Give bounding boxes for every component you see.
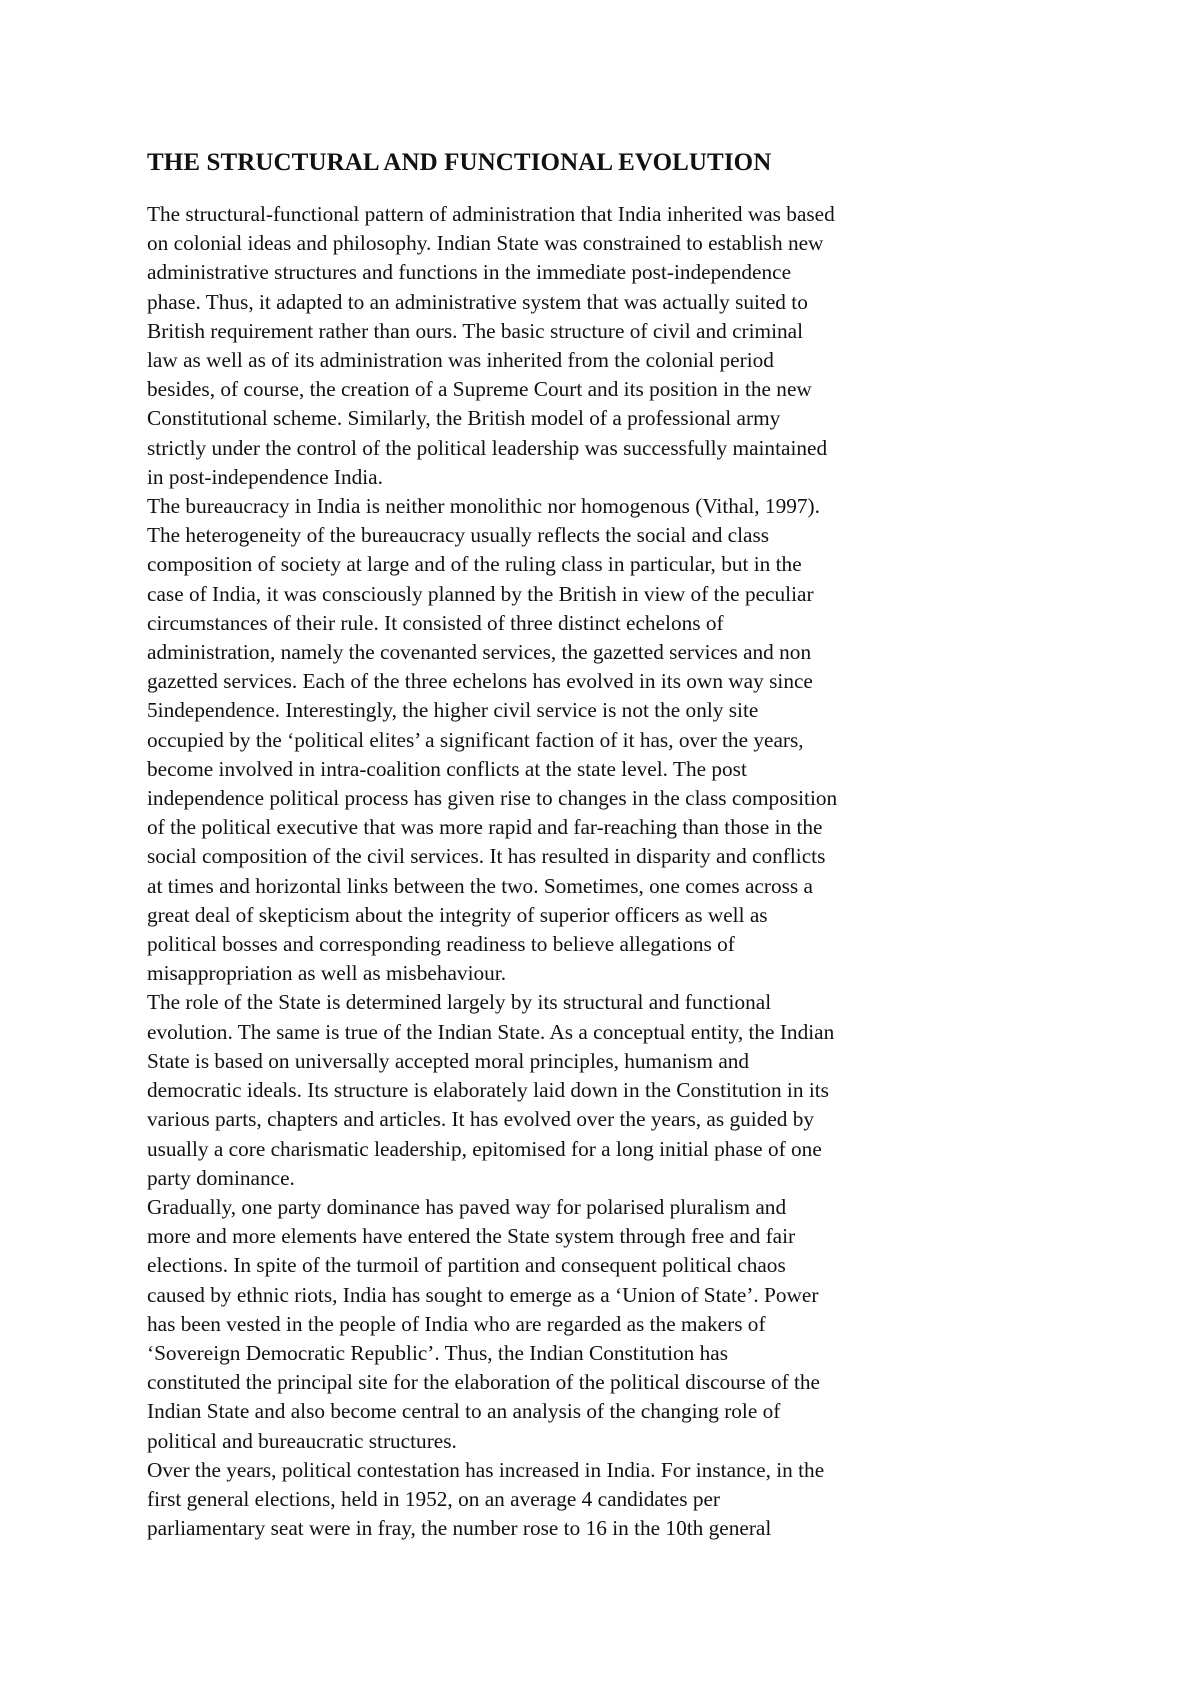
text-line: circumstances of their rule. It consisted of three distinct echelons of	[147, 610, 724, 635]
text-line: social composition of the civil services. It has resulted in disparity and conflicts	[147, 844, 826, 869]
text-line: has been vested in the people of India who are regarded as the makers of	[147, 1311, 766, 1336]
text-line: democratic ideals. Its structure is elaborately laid down in the Constitution in its	[147, 1078, 829, 1103]
text-line: Gradually, one party dominance has paved way for polarised pluralism and	[147, 1194, 787, 1219]
text-line: of the political executive that was more rapid and far-reaching than those in the	[147, 815, 823, 840]
text-line: Constitutional scheme. Similarly, the British model of a professional army	[147, 406, 781, 431]
text-line: more and more elements have entered the State system through free and fair	[147, 1224, 796, 1249]
text-line: strictly under the control of the political leadership was successfully maintained	[147, 435, 828, 460]
text-line: constituted the principal site for the elaboration of the political discourse of the	[147, 1370, 821, 1395]
text-line: gazetted services. Each of the three echelons has evolved in its own way since	[147, 669, 813, 694]
text-line: State is based on universally accepted moral principles, humanism and	[147, 1048, 750, 1073]
text-line: case of India, it was consciously planned by the British in view of the peculiar	[147, 581, 814, 606]
text-line: great deal of skepticism about the integrity of superior officers as well as	[147, 902, 768, 927]
document-title: THE STRUCTURAL AND FUNCTIONAL EVOLUTION	[147, 149, 772, 176]
text-line: usually a core charismatic leadership, epitomised for a long initial phase of one	[147, 1136, 822, 1161]
text-line: Indian State and also become central to an analysis of the changing role of	[147, 1399, 781, 1424]
text-line: independence political process has given rise to changes in the class composition	[147, 786, 838, 811]
text-line: The structural-functional pattern of administration that India inherited was based	[147, 202, 835, 226]
text-line: British requirement rather than ours. The basic structure of civil and criminal	[147, 318, 804, 343]
text-line: at times and horizontal links between the two. Sometimes, one comes across a	[147, 873, 813, 898]
text-line: occupied by the ‘political elites’ a significant faction of it has, over the years,	[147, 727, 804, 752]
text-line: parliamentary seat were in fray, the number rose to 16 in the 10th general	[147, 1516, 772, 1541]
text-line: 5independence. Interestingly, the higher civil service is not the only site	[147, 698, 759, 723]
text-line: The role of the State is determined largely by its structural and functional	[147, 990, 772, 1015]
text-line: phase. Thus, it adapted to an administrative system that was actually suited to	[147, 289, 808, 314]
text-line: in post-independence India.	[147, 464, 383, 489]
text-line: political bosses and corresponding readiness to believe allegations of	[147, 932, 735, 957]
text-line: Over the years, political contestation has increased in India. For instance, in the	[147, 1457, 825, 1482]
text-line: party dominance.	[147, 1165, 295, 1190]
text-line: first general elections, held in 1952, on an average 4 candidates per	[147, 1486, 721, 1511]
text-line: besides, of course, the creation of a Supreme Court and its position in the new	[147, 377, 812, 402]
text-line: misappropriation as well as misbehaviour.	[147, 961, 507, 986]
text-line: elections. In spite of the turmoil of partition and consequent political chaos	[147, 1253, 786, 1278]
text-line: various parts, chapters and articles. It has evolved over the years, as guided by	[147, 1107, 815, 1132]
text-line: on colonial ideas and philosophy. Indian State was constrained to establish new	[147, 231, 824, 256]
paragraph-text	[147, 200, 987, 1543]
text-line: political and bureaucratic structures.	[147, 1428, 457, 1453]
text-line: evolution. The same is true of the Indian State. As a conceptual entity, the Indian	[147, 1019, 835, 1044]
text-line: The bureaucracy in India is neither monolithic nor homogenous (Vithal, 1997).	[147, 494, 820, 519]
text-line: administration, namely the covenanted services, the gazetted services and non	[147, 640, 812, 665]
text-line: caused by ethnic riots, India has sought to emerge as a ‘Union of State’. Power	[147, 1282, 819, 1307]
text-line: ‘Sovereign Democratic Republic’. Thus, the Indian Constitution has	[147, 1340, 729, 1365]
text-line: composition of society at large and of the ruling class in particular, but in the	[147, 552, 802, 577]
text-line: administrative structures and functions in the immediate post-independence	[147, 260, 792, 285]
text-line: The heterogeneity of the bureaucracy usually reflects the social and class	[147, 523, 770, 548]
text-line: law as well as of its administration was inherited from the colonial period	[147, 348, 774, 373]
document-body	[147, 145, 987, 1543]
text-line: become involved in intra-coalition conflicts at the state level. The post	[147, 756, 747, 781]
